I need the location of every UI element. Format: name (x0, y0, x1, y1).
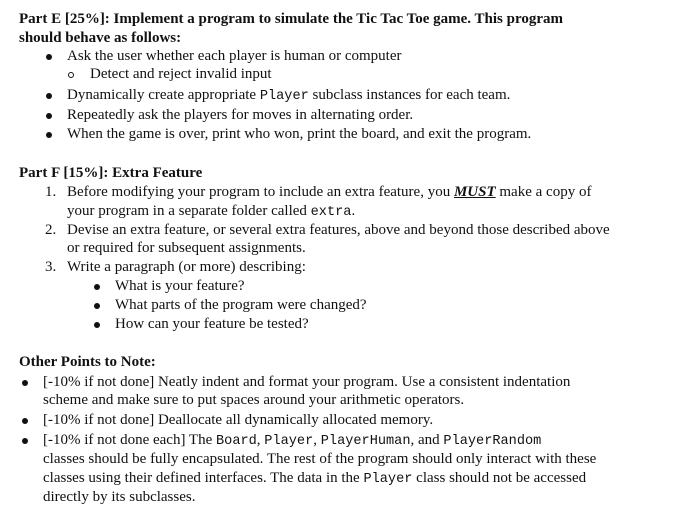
bullet-icon (94, 303, 100, 309)
part-f-item-1-line1: Before modifying your program to include an extra feature, you MUST make a copy of (67, 184, 592, 200)
part-f-item-2-line1: Devise an extra feature, or several extra features, above and beyond those described above (67, 222, 610, 238)
other-point-2: [-10% if not done] Deallocate all dynamically allocated memory. (43, 412, 434, 428)
bullet-icon (46, 113, 52, 119)
part-f-heading: Part F [15%]: Extra Feature (19, 165, 203, 181)
list-number: 2. (45, 222, 57, 238)
bullet-icon (46, 54, 52, 60)
part-e-item-1: Ask the user whether each player is human or computer (67, 48, 402, 64)
other-point-3-line2: classes should be fully encapsulated. The rest of the program should only interact with these (43, 451, 597, 467)
other-point-1-line2: scheme and make sure to put spaces around your arithmetic operators. (43, 392, 465, 408)
sub-bullet-icon (68, 72, 74, 78)
part-e-heading-line1: Part E [25%]: Implement a program to simulate the Tic Tac Toe game. This program (19, 11, 564, 27)
list-number: 1. (45, 184, 57, 200)
bullet-icon (46, 93, 52, 99)
other-point-3-line4: directly by its subclasses. (43, 489, 196, 505)
part-f-item-2-line2: or required for subsequent assignments. (67, 240, 306, 256)
bullet-icon (94, 322, 100, 328)
list-number: 3. (45, 259, 57, 275)
other-points-heading: Other Points to Note: (19, 354, 156, 370)
part-f-item-3: Write a paragraph (or more) describing: (67, 259, 306, 275)
other-point-1-line1: [-10% if not done] Neatly indent and format your program. Use a consistent indentation (43, 374, 571, 390)
bullet-icon (22, 438, 28, 444)
part-e-item-4: When the game is over, print who won, print the board, and exit the program. (67, 126, 532, 142)
part-e-heading-line2: should behave as follows: (19, 30, 182, 46)
part-e-subitem-1: Detect and reject invalid input (90, 66, 272, 82)
part-e-item-3: Repeatedly ask the players for moves in alternating order. (67, 107, 414, 123)
part-e-item-2: Dynamically create appropriate Player subclass instances for each team. (67, 87, 511, 104)
bullet-icon (22, 380, 28, 386)
part-f-subitem-1: What is your feature? (115, 278, 245, 294)
bullet-icon (22, 418, 28, 424)
part-f-item-1-line2: your program in a separate folder called extra. (67, 203, 356, 220)
other-point-3-line1: [-10% if not done each] The Board, Player, PlayerHuman, and PlayerRandom (43, 432, 542, 449)
bullet-icon (46, 132, 52, 138)
bullet-icon (94, 284, 100, 290)
part-f-subitem-2: What parts of the program were changed? (115, 297, 367, 313)
other-point-3-line3: classes using their defined interfaces. The data in the Player class should not be accessed (43, 470, 587, 487)
part-f-subitem-3: How can your feature be tested? (115, 316, 309, 332)
